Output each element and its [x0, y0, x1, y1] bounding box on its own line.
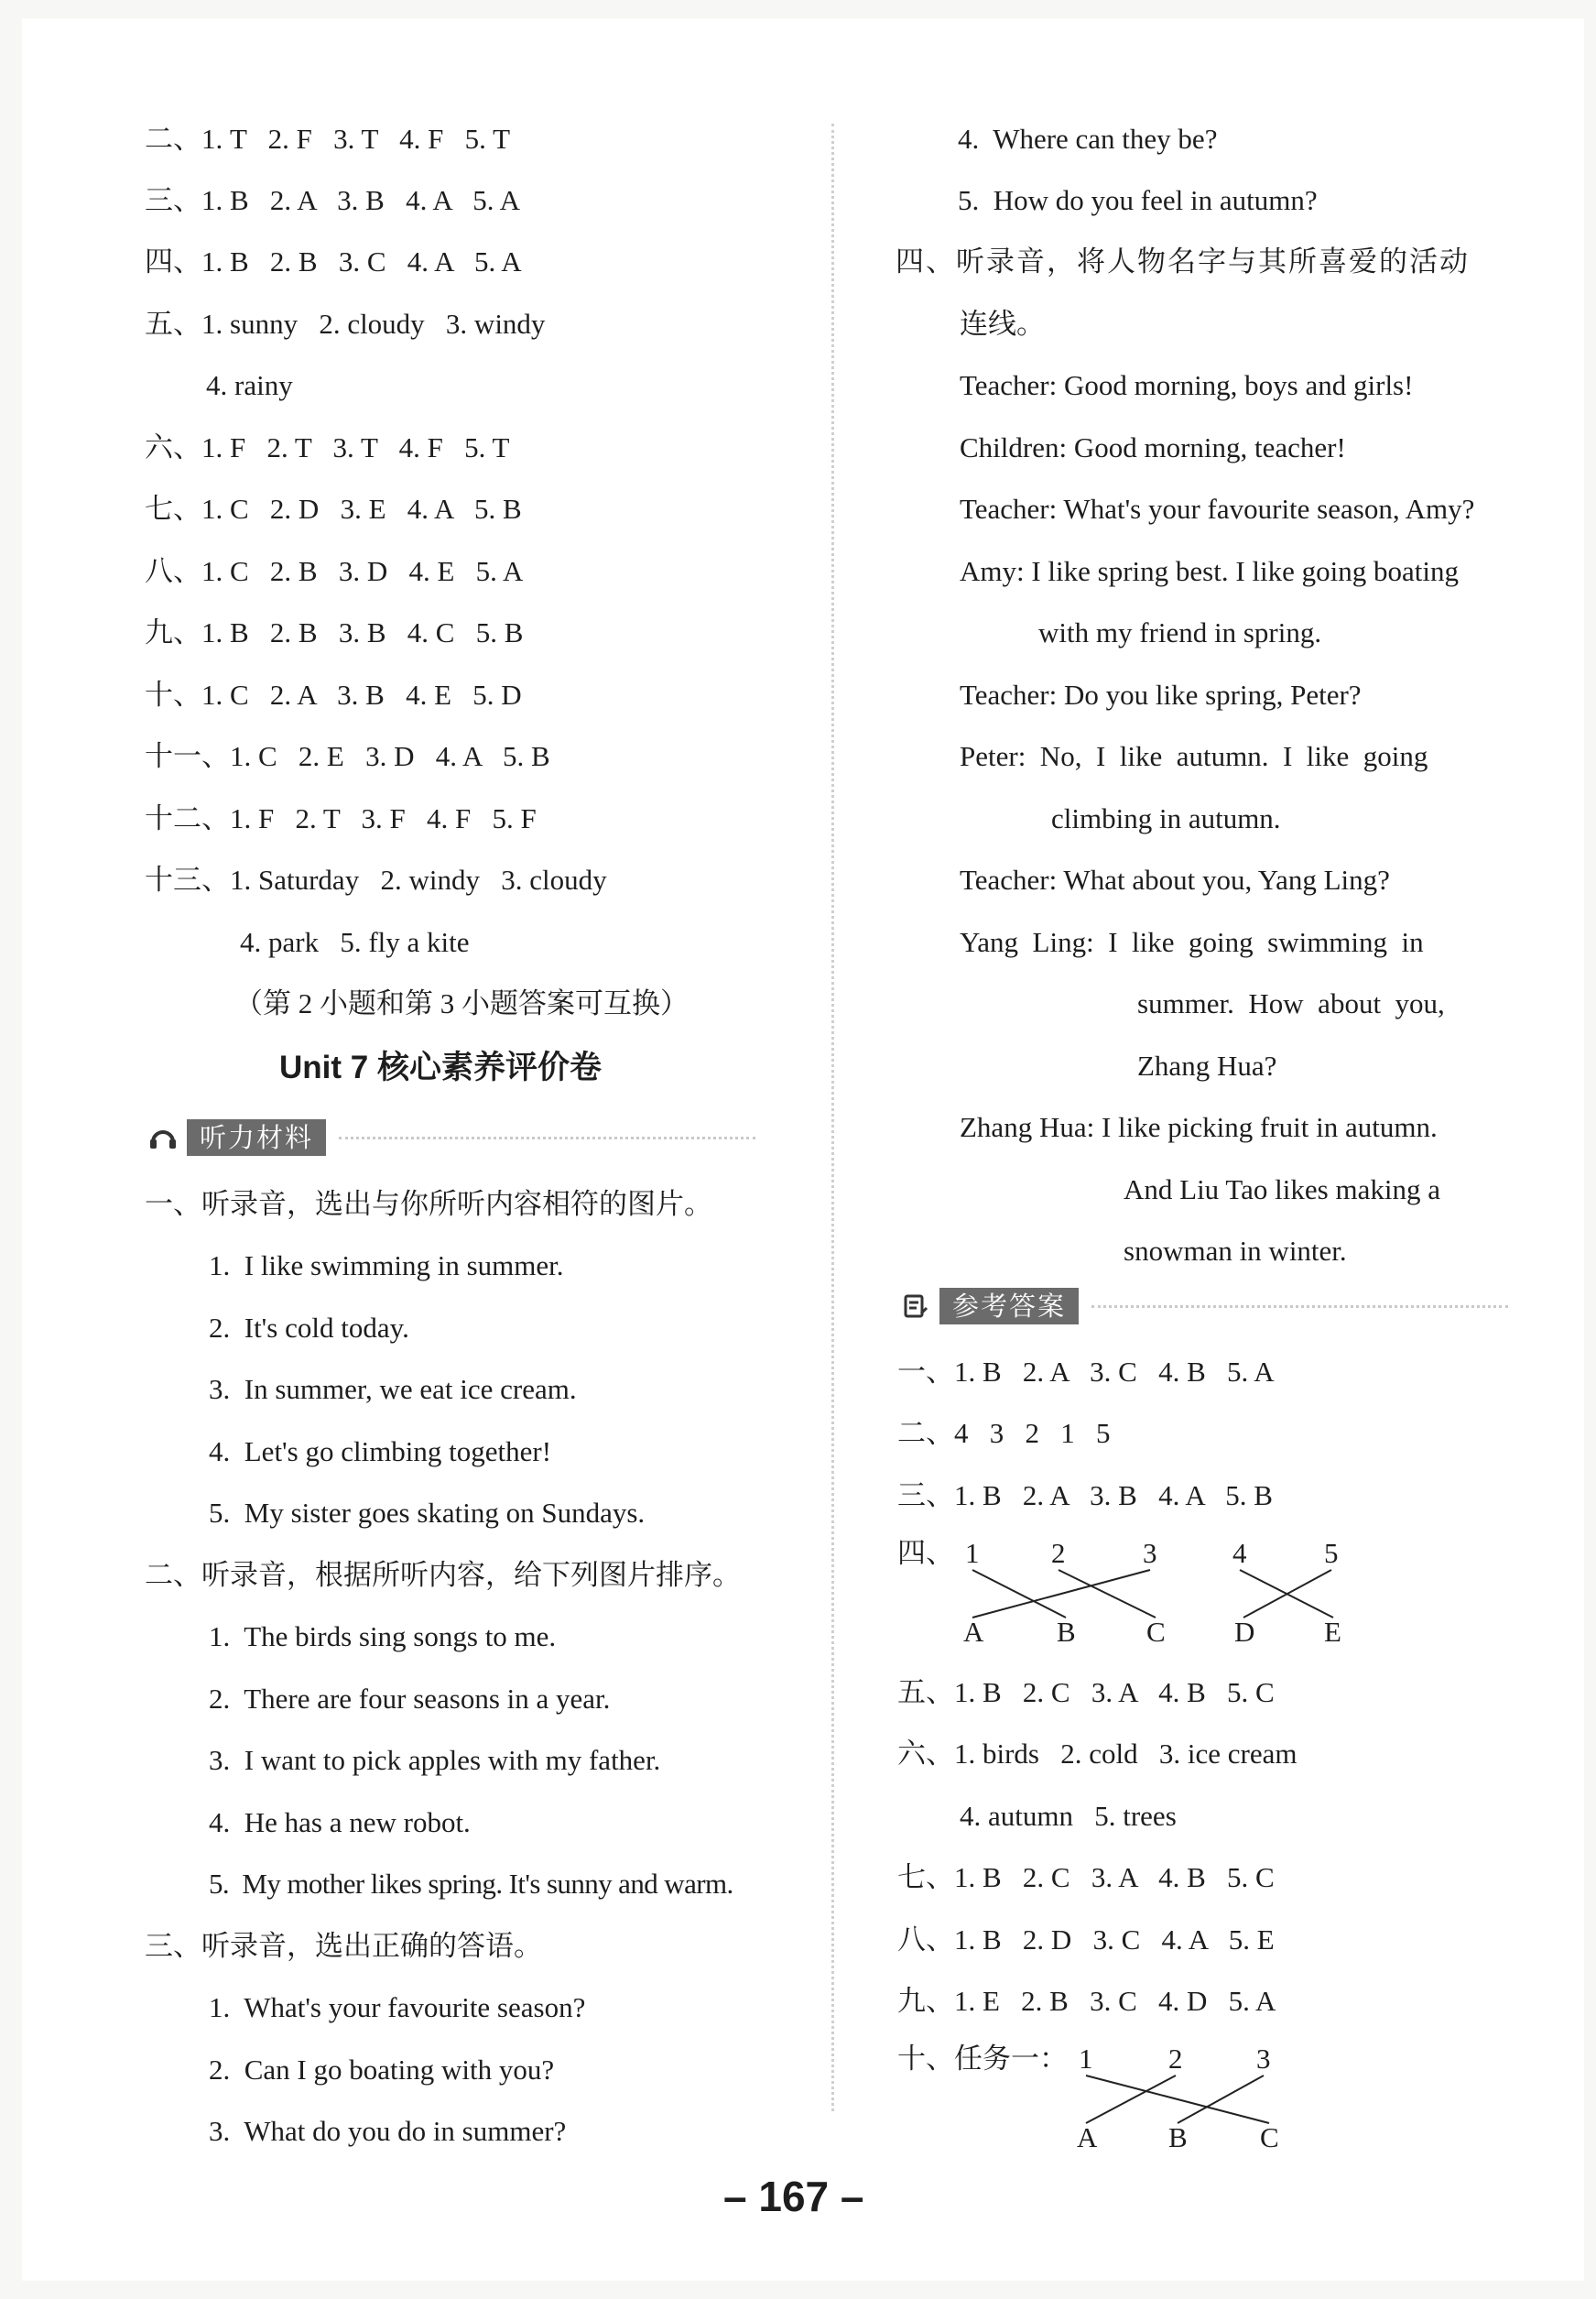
dialogue-line: snowman in winter. — [1124, 1235, 1347, 1267]
page-number: – 167 – — [723, 2173, 864, 2220]
match-bottom-C: C — [1260, 2121, 1279, 2153]
answer-line: 六、1. F 2. T 3. T 4. F 5. T — [145, 431, 510, 463]
match-line-1-C — [1086, 2076, 1269, 2123]
listening-section-header — [147, 1117, 755, 1158]
match-bottom-E: E — [1324, 1616, 1341, 1648]
listening-line: 2. Can I go boating with you? — [209, 2054, 555, 2086]
match-top-4: 4 — [1232, 1537, 1247, 1569]
match-top-3: 3 — [1143, 1537, 1157, 1569]
answer-line: 十三、1. Saturday 2. windy 3. cloudy — [145, 864, 607, 896]
question-heading: 四、听录音，将人物名字与其所喜爱的活动 — [896, 245, 1470, 278]
listening-line: 1. The birds sing songs to me. — [209, 1620, 557, 1652]
dialogue-line: Zhang Hua: I like picking fruit in autumn. — [960, 1111, 1438, 1143]
dialogue-line: Teacher: What about you, Yang Ling? — [960, 864, 1390, 896]
listening-line: 4. Let's go climbing together! — [209, 1435, 552, 1467]
answer-note: （第 2 小题和第 3 小题答案可互换） — [234, 987, 689, 1019]
answer-line: 十二、1. F 2. T 3. F 4. F 5. F — [145, 802, 537, 834]
matching-answer-four — [897, 1535, 1355, 1654]
answer-line: 4. rainy — [206, 369, 293, 401]
match-bottom-C: C — [1146, 1616, 1166, 1648]
answer-line: 三、1. B 2. A 3. B 4. A 5. B — [897, 1479, 1273, 1511]
answers-section-header — [899, 1286, 1508, 1326]
answer-line: 六、1. birds 2. cold 3. ice cream — [897, 1738, 1297, 1770]
dialogue-line: Amy: I like spring best. I like going boating — [960, 555, 1460, 587]
section-rule — [339, 1137, 755, 1139]
dialogue-line: Children: Good morning, teacher! — [960, 431, 1346, 463]
notepad-icon — [899, 1290, 932, 1323]
listening-line: 4. Where can they be? — [958, 123, 1218, 155]
listening-line: 5. How do you feel in autumn? — [958, 184, 1318, 216]
answer-line: 4. park 5. fly a kite — [240, 926, 470, 958]
dialogue-line: Zhang Hua? — [1137, 1050, 1277, 1082]
question-heading: 连线。 — [960, 308, 1045, 340]
match-top-3: 3 — [1256, 2043, 1271, 2075]
listening-line: 3. In summer, we eat ice cream. — [209, 1373, 577, 1405]
answer-line: 八、1. B 2. D 3. C 4. A 5. E — [897, 1923, 1275, 1956]
answer-line: 一、1. B 2. A 3. C 4. B 5. A — [897, 1356, 1275, 1388]
match-line-1-B — [972, 1570, 1066, 1618]
match-top-2: 2 — [1051, 1537, 1066, 1569]
section-rule — [1091, 1305, 1508, 1308]
dialogue-line: climbing in autumn. — [1051, 802, 1281, 834]
answer-line: 五、1. B 2. C 3. A 4. B 5. C — [897, 1676, 1275, 1708]
answer-line: 十、1. C 2. A 3. B 4. E 5. D — [145, 679, 522, 711]
matching-answer-ten — [897, 2041, 1355, 2160]
match-line-3-B — [1178, 2076, 1264, 2123]
answer-label: 参考答案 — [939, 1288, 1079, 1324]
match-top-1: 1 — [965, 1537, 980, 1569]
answer-line: 二、1. T 2. F 3. T 4. F 5. T — [145, 123, 511, 155]
question-heading: 二、听录音，根据所听内容，给下列图片排序。 — [145, 1559, 741, 1591]
answer-line: 七、1. B 2. C 3. A 4. B 5. C — [897, 1861, 1275, 1893]
match-bottom-B: B — [1168, 2121, 1188, 2153]
match-bottom-D: D — [1234, 1616, 1255, 1648]
question-number: 四、 — [897, 1537, 954, 1569]
match-top-1: 1 — [1079, 2043, 1093, 2075]
answer-line: 四、1. B 2. B 3. C 4. A 5. A — [145, 245, 522, 278]
headphones-icon — [147, 1121, 179, 1154]
listening-line: 1. I like swimming in summer. — [209, 1249, 564, 1281]
listening-line: 3. What do you do in summer? — [209, 2115, 567, 2147]
dialogue-line: And Liu Tao likes making a — [1124, 1173, 1440, 1205]
listening-line: 4. He has a new robot. — [209, 1806, 471, 1838]
match-bottom-B: B — [1057, 1616, 1076, 1648]
match-line-2-A — [1086, 2076, 1176, 2123]
dialogue-line: Teacher: Good morning, boys and girls! — [960, 369, 1414, 401]
listening-line: 5. My mother likes spring. It's sunny and warm. — [209, 1868, 733, 1900]
match-top-2: 2 — [1168, 2043, 1183, 2075]
listening-line: 2. It's cold today. — [209, 1312, 409, 1344]
dialogue-line: summer. How about you, — [1137, 987, 1445, 1019]
listening-line: 2. There are four seasons in a year. — [209, 1683, 611, 1715]
match-line-3-A — [972, 1570, 1150, 1618]
column-divider — [831, 124, 834, 2111]
match-top-5: 5 — [1324, 1537, 1339, 1569]
listening-line: 5. My sister goes skating on Sundays. — [209, 1497, 646, 1529]
match-bottom-A: A — [963, 1616, 984, 1648]
answer-line: 4. autumn 5. trees — [960, 1800, 1177, 1832]
question-number: 十、任务一： — [897, 2043, 1068, 2075]
match-bottom-A: A — [1077, 2121, 1098, 2153]
answer-line: 九、1. B 2. B 3. B 4. C 5. B — [145, 616, 524, 648]
answer-line: 五、1. sunny 2. cloudy 3. windy — [145, 308, 546, 340]
listening-line: 3. I want to pick apples with my father. — [209, 1744, 661, 1776]
dialogue-line: Yang Ling: I like going swimming in — [960, 926, 1424, 958]
unit-title: Unit 7 核心素养评价卷 — [279, 1050, 602, 1085]
matching-lines — [897, 2041, 1355, 2160]
listening-label: 听力材料 — [187, 1119, 326, 1156]
answer-line: 十一、1. C 2. E 3. D 4. A 5. B — [145, 740, 550, 772]
question-heading: 三、听录音，选出正确的答语。 — [145, 1930, 542, 1962]
dialogue-line: Teacher: Do you like spring, Peter? — [960, 679, 1362, 711]
dialogue-line: Peter: No, I like autumn. I like going — [960, 740, 1428, 772]
match-line-2-C — [1059, 1570, 1156, 1618]
listening-line: 1. What's your favourite season? — [209, 1991, 586, 2023]
answer-line: 七、1. C 2. D 3. E 4. A 5. B — [145, 493, 522, 525]
answer-line: 二、4 3 2 1 5 — [897, 1417, 1111, 1449]
dialogue-line: Teacher: What's your favourite season, Amy? — [960, 493, 1475, 525]
answer-line: 三、1. B 2. A 3. B 4. A 5. A — [145, 184, 520, 216]
question-heading: 一、听录音，选出与你所听内容相符的图片。 — [145, 1188, 712, 1220]
dialogue-line: with my friend in spring. — [1038, 616, 1322, 648]
answer-line: 九、1. E 2. B 3. C 4. D 5. A — [897, 1985, 1276, 2017]
answer-line: 八、1. C 2. B 3. D 4. E 5. A — [145, 555, 524, 587]
